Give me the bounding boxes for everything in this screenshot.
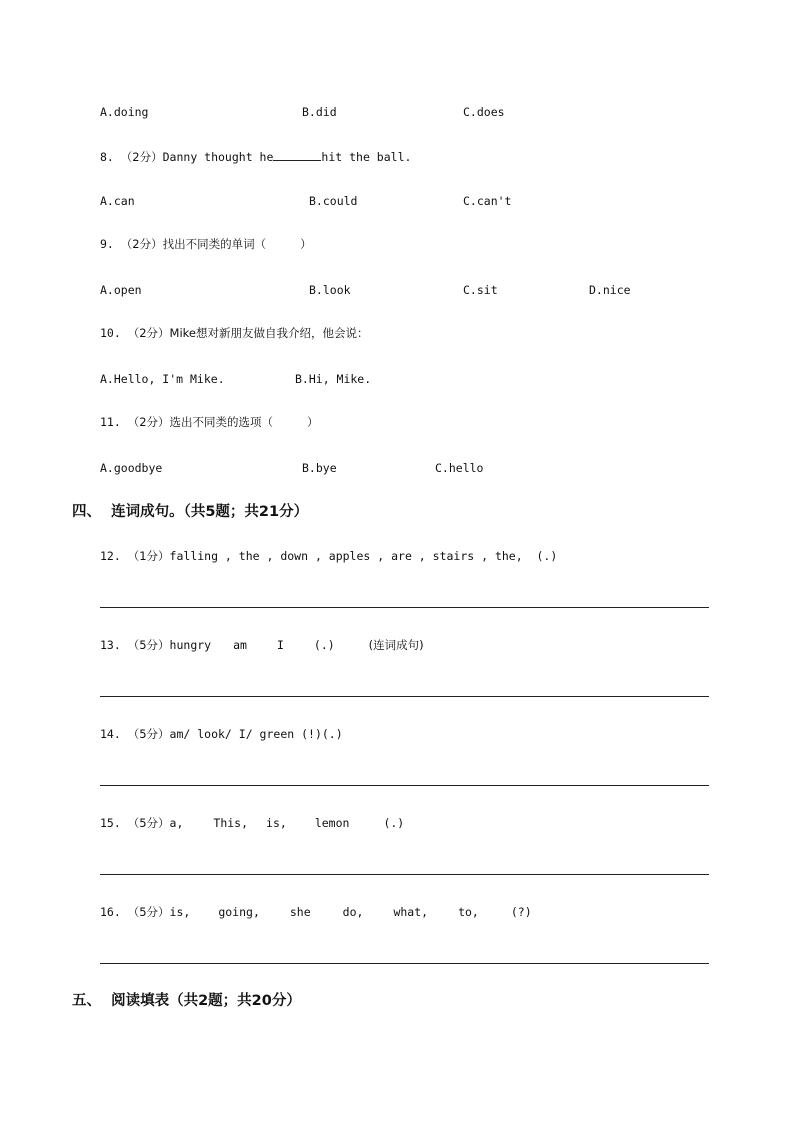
question-score: （2分） [120, 150, 163, 164]
question-number: 8. [100, 150, 114, 164]
question-14 [100, 729, 343, 741]
word: (.) [313, 638, 335, 652]
question-text-before: Danny thought he [162, 150, 274, 164]
word: to, [458, 905, 479, 919]
word: is, [266, 816, 287, 830]
q9-option-d: D.nice [589, 283, 631, 297]
word: lemon [314, 816, 350, 830]
question-text: 选出不同类的选项（ [169, 415, 274, 429]
word: I [276, 638, 284, 652]
question-12 [100, 551, 557, 563]
question-words: am/ look/ I/ green (!)(.) [169, 727, 343, 741]
answer-line-14[interactable] [100, 785, 709, 786]
answer-line-15[interactable] [100, 874, 709, 875]
question-number: 16. [100, 905, 121, 919]
q7-option-c: C.does [463, 105, 505, 119]
q9-option-b: B.look [309, 283, 351, 297]
question-close: ） [307, 415, 319, 429]
question-text: 找出不同类的单词（ [162, 237, 267, 251]
q7-option-b: B.did [302, 105, 337, 119]
word: a, [169, 816, 184, 830]
question-score: （2分） [127, 326, 170, 340]
question-9 [100, 239, 312, 251]
q8-option-b: B.could [309, 194, 358, 208]
word: (.) [383, 816, 405, 830]
word: (连词成句) [368, 638, 424, 652]
word: am [233, 638, 247, 652]
q9-option-a: A.open [100, 283, 142, 297]
q11-option-c: C.hello [435, 461, 484, 475]
question-score: （5分） [127, 816, 170, 830]
answer-line-16[interactable] [100, 963, 709, 964]
q10-option-a: A.Hello, I'm Mike. [100, 372, 225, 386]
question-words: falling , the , down , apples , are , stairs , the, (.) [169, 549, 558, 563]
q8-option-c: C.can't [463, 194, 512, 208]
question-10 [100, 328, 369, 340]
q11-option-a: A.goodbye [100, 461, 163, 475]
question-number: 15. [100, 816, 121, 830]
question-text: Mike想对新朋友做自我介绍，他会说： [169, 326, 369, 340]
question-8 [100, 150, 411, 164]
q8-option-a: A.can [100, 194, 135, 208]
word: (?) [510, 905, 532, 919]
q7-option-a: A.doing [100, 105, 149, 119]
section-4-heading: 四、 连词成句。（共5题；共21分） [72, 504, 309, 520]
question-16 [100, 907, 532, 919]
answer-blank [273, 150, 321, 161]
word: This, [213, 816, 249, 830]
question-score: （1分） [127, 549, 170, 563]
question-number: 9. [100, 237, 114, 251]
question-number: 11. [100, 415, 121, 429]
question-number: 10. [100, 326, 121, 340]
question-15 [100, 818, 404, 830]
question-close: ） [300, 237, 312, 251]
question-number: 13. [100, 638, 121, 652]
word: do, [342, 905, 364, 919]
word: going, [218, 905, 260, 919]
word: what, [393, 905, 429, 919]
question-score: （2分） [127, 415, 170, 429]
word: she [289, 905, 311, 919]
question-score: （5分） [127, 638, 170, 652]
q10-option-b: B.Hi, Mike. [295, 372, 372, 386]
answer-line-13[interactable] [100, 696, 709, 697]
q11-option-b: B.bye [302, 461, 337, 475]
question-score: （5分） [127, 905, 170, 919]
question-score: （5分） [127, 727, 170, 741]
question-11 [100, 417, 319, 429]
question-score: （2分） [120, 237, 163, 251]
question-13 [100, 640, 424, 652]
word: hungry [169, 638, 212, 652]
answer-line-12[interactable] [100, 607, 709, 608]
q9-option-c: C.sit [463, 283, 498, 297]
section-5-heading: 五、 阅读填表（共2题；共20分） [72, 993, 301, 1009]
question-number: 14. [100, 727, 121, 741]
question-number: 12. [100, 549, 121, 563]
word: is, [169, 905, 191, 919]
question-text-after: hit the ball. [321, 150, 412, 164]
